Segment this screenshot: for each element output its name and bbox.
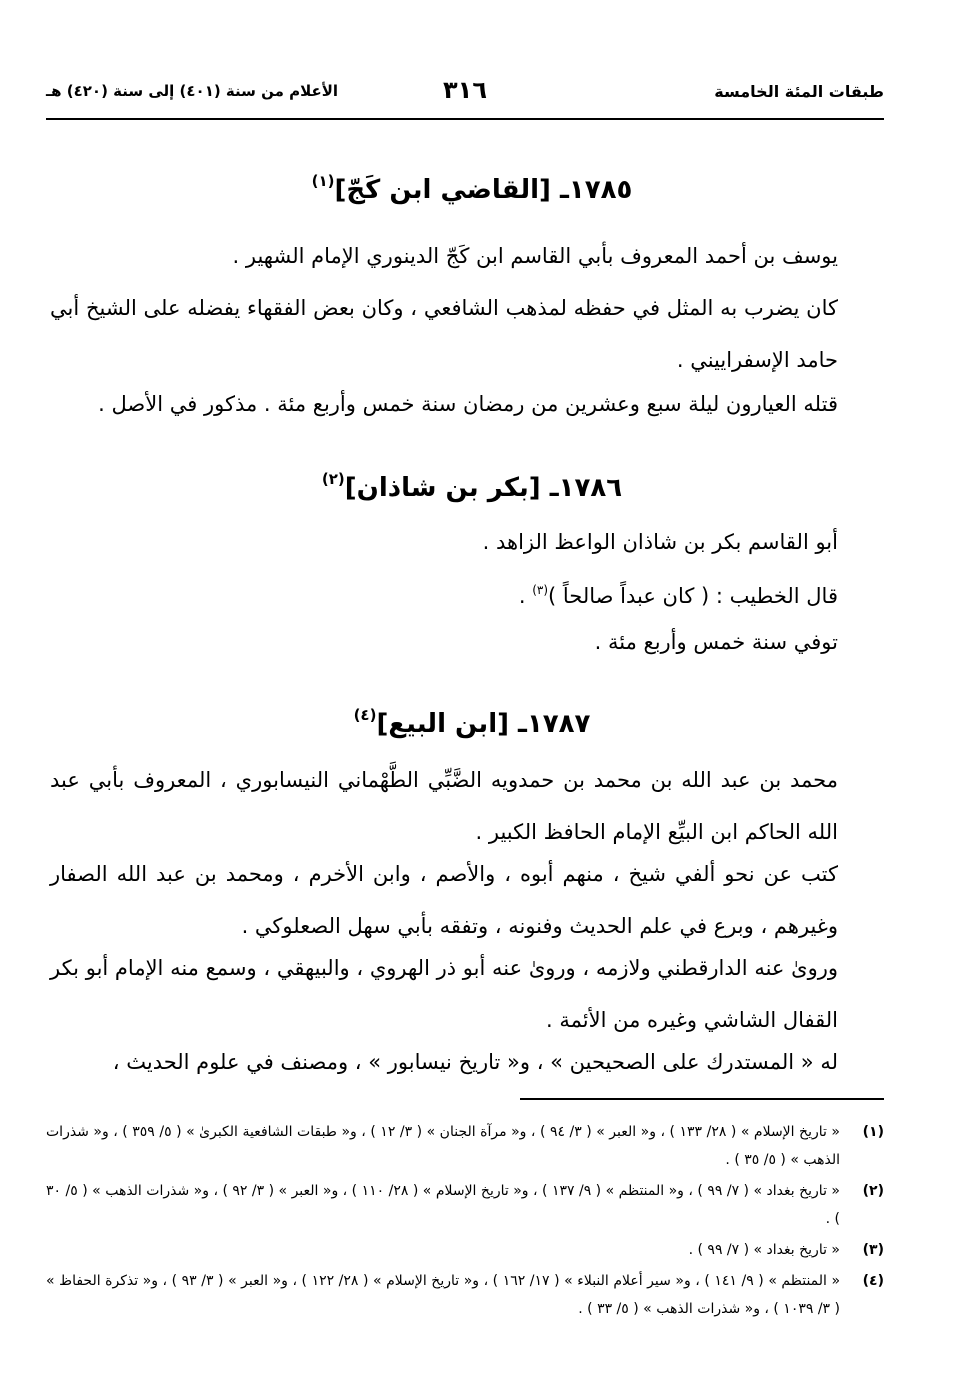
entry-1787-works: له « المستدرك على الصحيحين » ، و« تاريخ نيسابور » ، ومصنف في علوم الحديث ، bbox=[112, 1050, 838, 1074]
footnotes bbox=[46, 1118, 884, 1326]
entry-1787-teachers: كتب عن نحو ألفي شيخ ، منهم أبوه ، والأصم ، وابن الأخرم ، ومحمد بن عبد الله الصفار وغيرهم ، وبرع في علم الحديث وفنونه ، وتفقه بأبي سهل الصعلوكي . bbox=[50, 862, 838, 938]
footnote-2 bbox=[46, 1177, 884, 1233]
footnote-text: « تاريخ بغداد » ( ٧/ ٩٩ ) ، و« المنتظم » ( ٩/ ١٣٧ ) ، و« تاريخ الإسلام » ( ٢٨/ ١١٠ ) ، و« العبر » ( ٣/ ٩٢ ) ، و« شذرات الذهب » ( ٥/ ٣٠ ) . bbox=[46, 1183, 840, 1227]
footnote-text: « المنتظم » ( ٩/ ١٤١ ) ، و« سير أعلام النبلاء » ( ١٧/ ١٦٢ ) ، و« تاريخ الإسلام » ( ٢٨/ ١٢٢ ) ، و« العبر » ( ٣/ ٩٣ ) ، و« تذكرة الحفاظ » ( ٣/ ١٠٣٩ ) ، و« شذرات الذهب » ( ٥/ ٣٣ ) . bbox=[46, 1273, 841, 1317]
entry-title-text: ١٧٨٧ـ [ابن البيع] bbox=[376, 709, 591, 739]
footnote-ref: (٢) bbox=[321, 470, 345, 488]
entry-title-text: ١٧٨٦ـ [بكر بن شاذان] bbox=[344, 473, 623, 503]
footnote-rule bbox=[520, 1098, 884, 1100]
entry-title-1785 bbox=[60, 172, 884, 205]
footnote-1 bbox=[46, 1118, 884, 1174]
entry-1786-death: توفي سنة خمس وأربع مئة . bbox=[594, 630, 838, 654]
entry-title-1786 bbox=[60, 470, 884, 503]
footnote-ref: (٣) bbox=[532, 583, 549, 597]
footnote-ref: (١) bbox=[311, 172, 335, 190]
footnote-text: « تاريخ بغداد » ( ٧/ ٩٩ ) . bbox=[688, 1242, 840, 1258]
entry-1785-name-line: يوسف بن أحمد المعروف بأبي القاسم ابن كَجّ الدينوري الإمام الشهير . bbox=[232, 244, 838, 268]
entry-1787-name-line: محمد بن عبد الله بن محمد بن حمدويه الضَّبِّي الطَّهْماني النيسابوري ، المعروف بأبي عبد الله الحاكم ابن البيِّع الإمام الحافظ الكبير . bbox=[50, 768, 838, 844]
running-head-section-title: طبقات المئة الخامسة bbox=[714, 82, 884, 101]
footnote-number: (٢) bbox=[862, 1183, 884, 1199]
footnote-ref: (٤) bbox=[353, 706, 377, 724]
footnote-4 bbox=[46, 1267, 884, 1323]
footnote-3 bbox=[46, 1236, 884, 1264]
running-head bbox=[46, 76, 884, 118]
footnote-number: (١) bbox=[862, 1124, 884, 1140]
footnote-text: « تاريخ الإسلام » ( ٢٨/ ١٣٣ ) ، و« العبر » ( ٣/ ٩٤ ) ، و« مرآة الجنان » ( ٣/ ١٢ ) ، و« طبقات الشافعية الكبرىٰ » ( ٥/ ٣٥٩ ) ، و« شذرات الذهب » ( ٥/ ٣٥ ) . bbox=[46, 1124, 840, 1168]
entry-1786-quote: قال الخطيب : ( كان عبداً صالحاً )$^{(٣)}$ . bbox=[518, 583, 838, 608]
entry-1785-death: قتله العيارون ليلة سبع وعشرين من رمضان سنة خمس وأربع مئة . مذكور في الأصل . bbox=[98, 392, 838, 416]
running-head-period-title: الأعلام من سنة (٤٠١) إلى سنة (٤٢٠) هـ bbox=[46, 82, 339, 100]
footnote-number: (٤) bbox=[862, 1273, 884, 1289]
entry-title-1787 bbox=[60, 706, 884, 739]
entry-1786-name-line: أبو القاسم بكر بن شاذان الواعظ الزاهد . bbox=[482, 530, 838, 554]
page-number: ٣١٦ bbox=[443, 76, 487, 104]
entry-1787-students: وروىٰ عنه الدارقطني ولازمه ، وروىٰ عنه أبو ذر الهروي ، والبيهقي ، وسمع منه الإمام أبو بكر القفال الشاشي وغيره من الأئمة . bbox=[50, 956, 838, 1032]
footnote-number: (٣) bbox=[862, 1242, 884, 1258]
quote-text: قال الخطيب : ( كان عبداً صالحاً ) bbox=[548, 584, 838, 608]
header-rule bbox=[46, 118, 884, 120]
entry-1785-paragraph: كان يضرب به المثل في حفظه لمذهب الشافعي ، وكان بعض الفقهاء يفضله على الشيخ أبي حامد الإسفراييني . bbox=[50, 296, 838, 372]
entry-title-text: ١٧٨٥ـ [القاضي ابن كَجّ] bbox=[334, 175, 633, 205]
